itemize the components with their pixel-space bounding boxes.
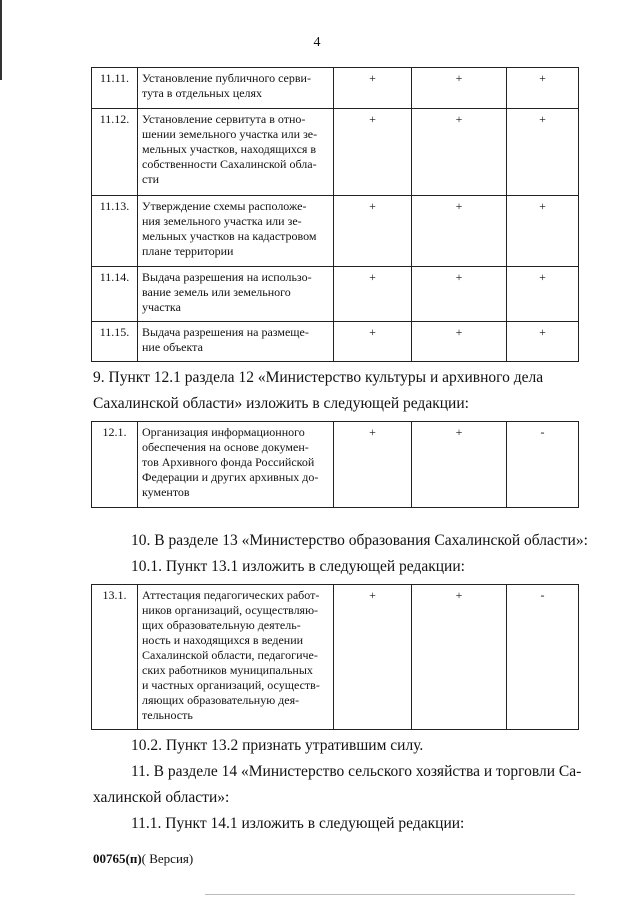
row-description bbox=[138, 68, 334, 109]
table-row bbox=[92, 267, 579, 322]
row-number: 11.15. bbox=[92, 322, 138, 362]
mark-cell: + bbox=[412, 109, 507, 196]
table-row bbox=[92, 109, 579, 196]
paragraph-11-1: 11.1. Пункт 14.1 изложить в следующей редакции: bbox=[131, 815, 465, 832]
paragraph-10-2: 10.2. Пункт 13.2 признать утратившим силу. bbox=[131, 737, 424, 754]
document-footer bbox=[93, 851, 193, 867]
mark-cell: + bbox=[412, 322, 507, 362]
mark-cell: + bbox=[412, 68, 507, 109]
mark-cell: + bbox=[507, 322, 579, 362]
mark-cell: + bbox=[412, 422, 507, 508]
page-number: 4 bbox=[313, 35, 321, 50]
description-line: ние объекта bbox=[142, 340, 203, 354]
row-number: 11.14. bbox=[92, 267, 138, 322]
description-line: Утверждение схемы расположе- bbox=[142, 199, 307, 213]
version-label: ( Версия) bbox=[141, 851, 194, 866]
row-number: 11.12. bbox=[92, 109, 138, 196]
mark-cell: + bbox=[334, 422, 412, 508]
mark-cell: + bbox=[507, 267, 579, 322]
description-line: Федерации и других архивных до- bbox=[142, 470, 319, 484]
description-line: плане территории bbox=[142, 244, 234, 258]
description-line: кументов bbox=[142, 485, 190, 499]
mark-cell: - bbox=[507, 585, 579, 730]
description-line: щих образовательную деятель- bbox=[142, 618, 301, 632]
description-line: Установление сервитута в отно- bbox=[142, 112, 306, 126]
row-number: 11.11. bbox=[92, 68, 138, 109]
mark-cell: + bbox=[412, 267, 507, 322]
paragraph-9-line-2: Сахалинской области» изложить в следующей редакции: bbox=[93, 395, 469, 412]
table-row bbox=[92, 196, 579, 267]
row-description bbox=[138, 322, 334, 362]
description-line: ность и находящихся в ведении bbox=[142, 633, 304, 647]
description-line: вание земель или земельного bbox=[142, 285, 291, 299]
mark-cell: + bbox=[334, 68, 412, 109]
paragraph-10-1: 10.1. Пункт 13.1 изложить в следующей редакции: bbox=[131, 558, 465, 575]
description-line: ния земельного участка или зе- bbox=[142, 214, 302, 228]
description-line: Установление публичного серви- bbox=[142, 71, 311, 85]
mark-cell: + bbox=[412, 585, 507, 730]
mark-cell: + bbox=[334, 196, 412, 267]
mark-cell: + bbox=[334, 267, 412, 322]
description-line: Сахалинской области, педагогиче- bbox=[142, 648, 318, 662]
description-line: обеспечения на основе докумен- bbox=[142, 440, 309, 454]
services-table-section-13 bbox=[91, 584, 579, 730]
description-line: участка bbox=[142, 300, 181, 314]
description-line: Выдача разрешения на использо- bbox=[142, 270, 312, 284]
mark-cell: + bbox=[507, 196, 579, 267]
description-line: ляющих образовательную дея- bbox=[142, 693, 300, 707]
mark-cell: - bbox=[507, 422, 579, 508]
paragraph-9-line-1: 9. Пункт 12.1 раздела 12 «Министерство культуры и архивного дела bbox=[93, 369, 544, 386]
mark-cell: + bbox=[507, 109, 579, 196]
row-description bbox=[138, 267, 334, 322]
row-number: 12.1. bbox=[92, 422, 138, 508]
services-table-section-11 bbox=[91, 67, 579, 362]
services-table-section-12 bbox=[91, 421, 579, 508]
row-description bbox=[138, 196, 334, 267]
description-line: тов Архивного фонда Российской bbox=[142, 455, 315, 469]
row-number: 11.13. bbox=[92, 196, 138, 267]
description-line: мельных участков на кадастровом bbox=[142, 229, 317, 243]
row-description bbox=[138, 109, 334, 196]
table-row bbox=[92, 585, 579, 730]
paragraph-11-line-1: 11. В разделе 14 «Министерство сельского хозяйства и торговли Са- bbox=[131, 763, 582, 780]
mark-cell: + bbox=[507, 68, 579, 109]
description-line: тута в отдельных целях bbox=[142, 86, 263, 100]
mark-cell: + bbox=[334, 585, 412, 730]
paragraph-11-line-2: халинской области»: bbox=[93, 789, 230, 806]
description-line: шении земельного участка или зе- bbox=[142, 127, 318, 141]
bottom-divider bbox=[205, 894, 575, 895]
description-line: и частных организаций, осуществ- bbox=[142, 678, 320, 692]
description-line: ских работников муниципальных bbox=[142, 663, 313, 677]
row-number: 13.1. bbox=[92, 585, 138, 730]
description-line: Организация информационного bbox=[142, 425, 305, 439]
description-line: ников организаций, осуществляю- bbox=[142, 603, 319, 617]
description-line: мельных участков, находящихся в bbox=[142, 142, 317, 156]
mark-cell: + bbox=[334, 109, 412, 196]
table-row bbox=[92, 68, 579, 109]
description-line: собственности Сахалинской обла- bbox=[142, 157, 317, 171]
description-line: Выдача разрешения на размеще- bbox=[142, 325, 309, 339]
row-description bbox=[138, 585, 334, 730]
paragraph-10: 10. В разделе 13 «Министерство образования Сахалинской области»: bbox=[131, 532, 588, 549]
table-row bbox=[92, 422, 579, 508]
description-line: сти bbox=[142, 172, 159, 186]
table-row bbox=[92, 322, 579, 362]
mark-cell: + bbox=[334, 322, 412, 362]
row-description bbox=[138, 422, 334, 508]
description-line: Аттестация педагогических работ- bbox=[142, 588, 320, 602]
mark-cell: + bbox=[412, 196, 507, 267]
document-code: 00765(п) bbox=[93, 851, 142, 866]
description-line: тельность bbox=[142, 708, 193, 722]
